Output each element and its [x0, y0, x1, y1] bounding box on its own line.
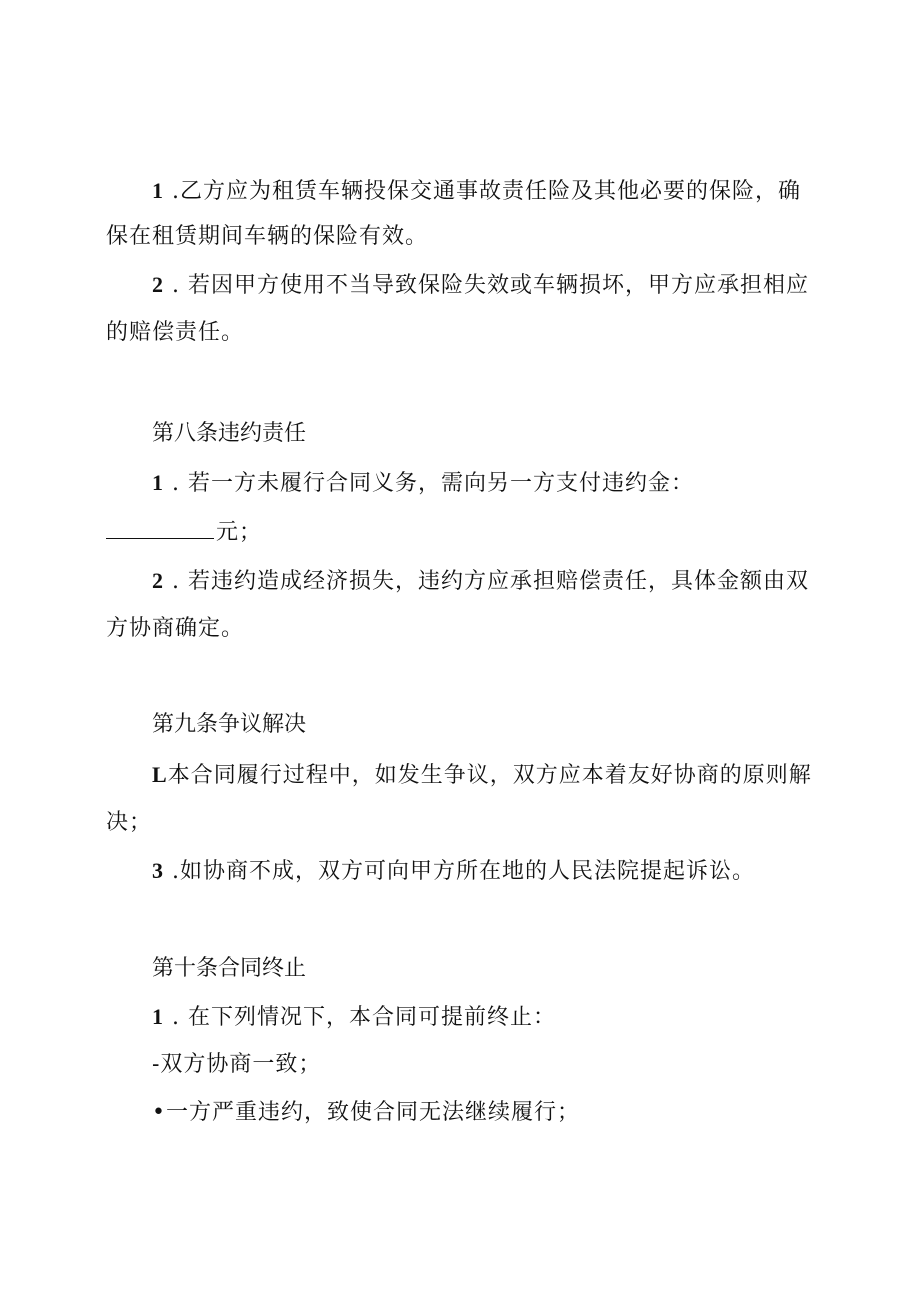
- item-number: L: [152, 762, 168, 787]
- clause10-bullet1: -双方协商一致；: [152, 1052, 322, 1077]
- item-text: 本合同履行过程中，如发生争议，双方应本着友好协商的原则解: [167, 763, 812, 788]
- clause9-item3-line1: [152, 856, 755, 887]
- item-text: . 若因甲方使用不当导致保险失效或车辆损坏，甲方应承担相应: [164, 273, 809, 298]
- item-number: 2: [152, 568, 164, 593]
- item-number: 3: [152, 858, 164, 883]
- clause10-bullet2: •一方严重违约，致使合同无法继续履行；: [152, 1100, 580, 1125]
- item-text: .乙方应为租赁车辆投保交通事故责任险及其他必要的保险，确: [164, 179, 801, 204]
- clause8-item2-line1: [152, 566, 809, 597]
- item-number: 1: [152, 470, 164, 495]
- currency-suffix: 元；: [216, 520, 263, 545]
- item-text: . 若一方未履行合同义务，需向另一方支付违约金：: [164, 471, 694, 496]
- clause8-item1-line2: [106, 516, 262, 548]
- item-number: 2: [152, 272, 164, 297]
- penalty-amount-blank: [106, 516, 214, 539]
- item-number: 1: [152, 178, 164, 203]
- item-text: . 在下列情况下，本合同可提前终止：: [164, 1005, 556, 1030]
- clause8-heading: 第八条违约责任: [152, 421, 307, 446]
- clause9-item1-line2: 决；: [106, 810, 153, 835]
- clause7-item1-line2: 保在租赁期间车辆的保险有效。: [106, 224, 429, 249]
- clause7-item1-line1: [152, 176, 801, 207]
- clause9-item1-line1: [152, 760, 812, 791]
- item-text: .如协商不成，双方可向甲方所在地的人民法院提起诉讼。: [164, 859, 755, 884]
- clause8-item2-line2: 方协商确定。: [106, 616, 245, 641]
- clause8-item1-line1: [152, 468, 694, 499]
- clause9-heading: 第九条争议解决: [152, 712, 307, 737]
- clause10-item1-line1: [152, 1002, 556, 1033]
- clause7-item2-line1: [152, 270, 809, 301]
- item-number: 1: [152, 1004, 164, 1029]
- item-text: . 若违约造成经济损失，违约方应承担赔偿责任，具体金额由双: [164, 569, 809, 594]
- clause10-heading: 第十条合同终止: [152, 956, 307, 981]
- clause7-item2-line2: 的赔偿责任。: [106, 320, 245, 345]
